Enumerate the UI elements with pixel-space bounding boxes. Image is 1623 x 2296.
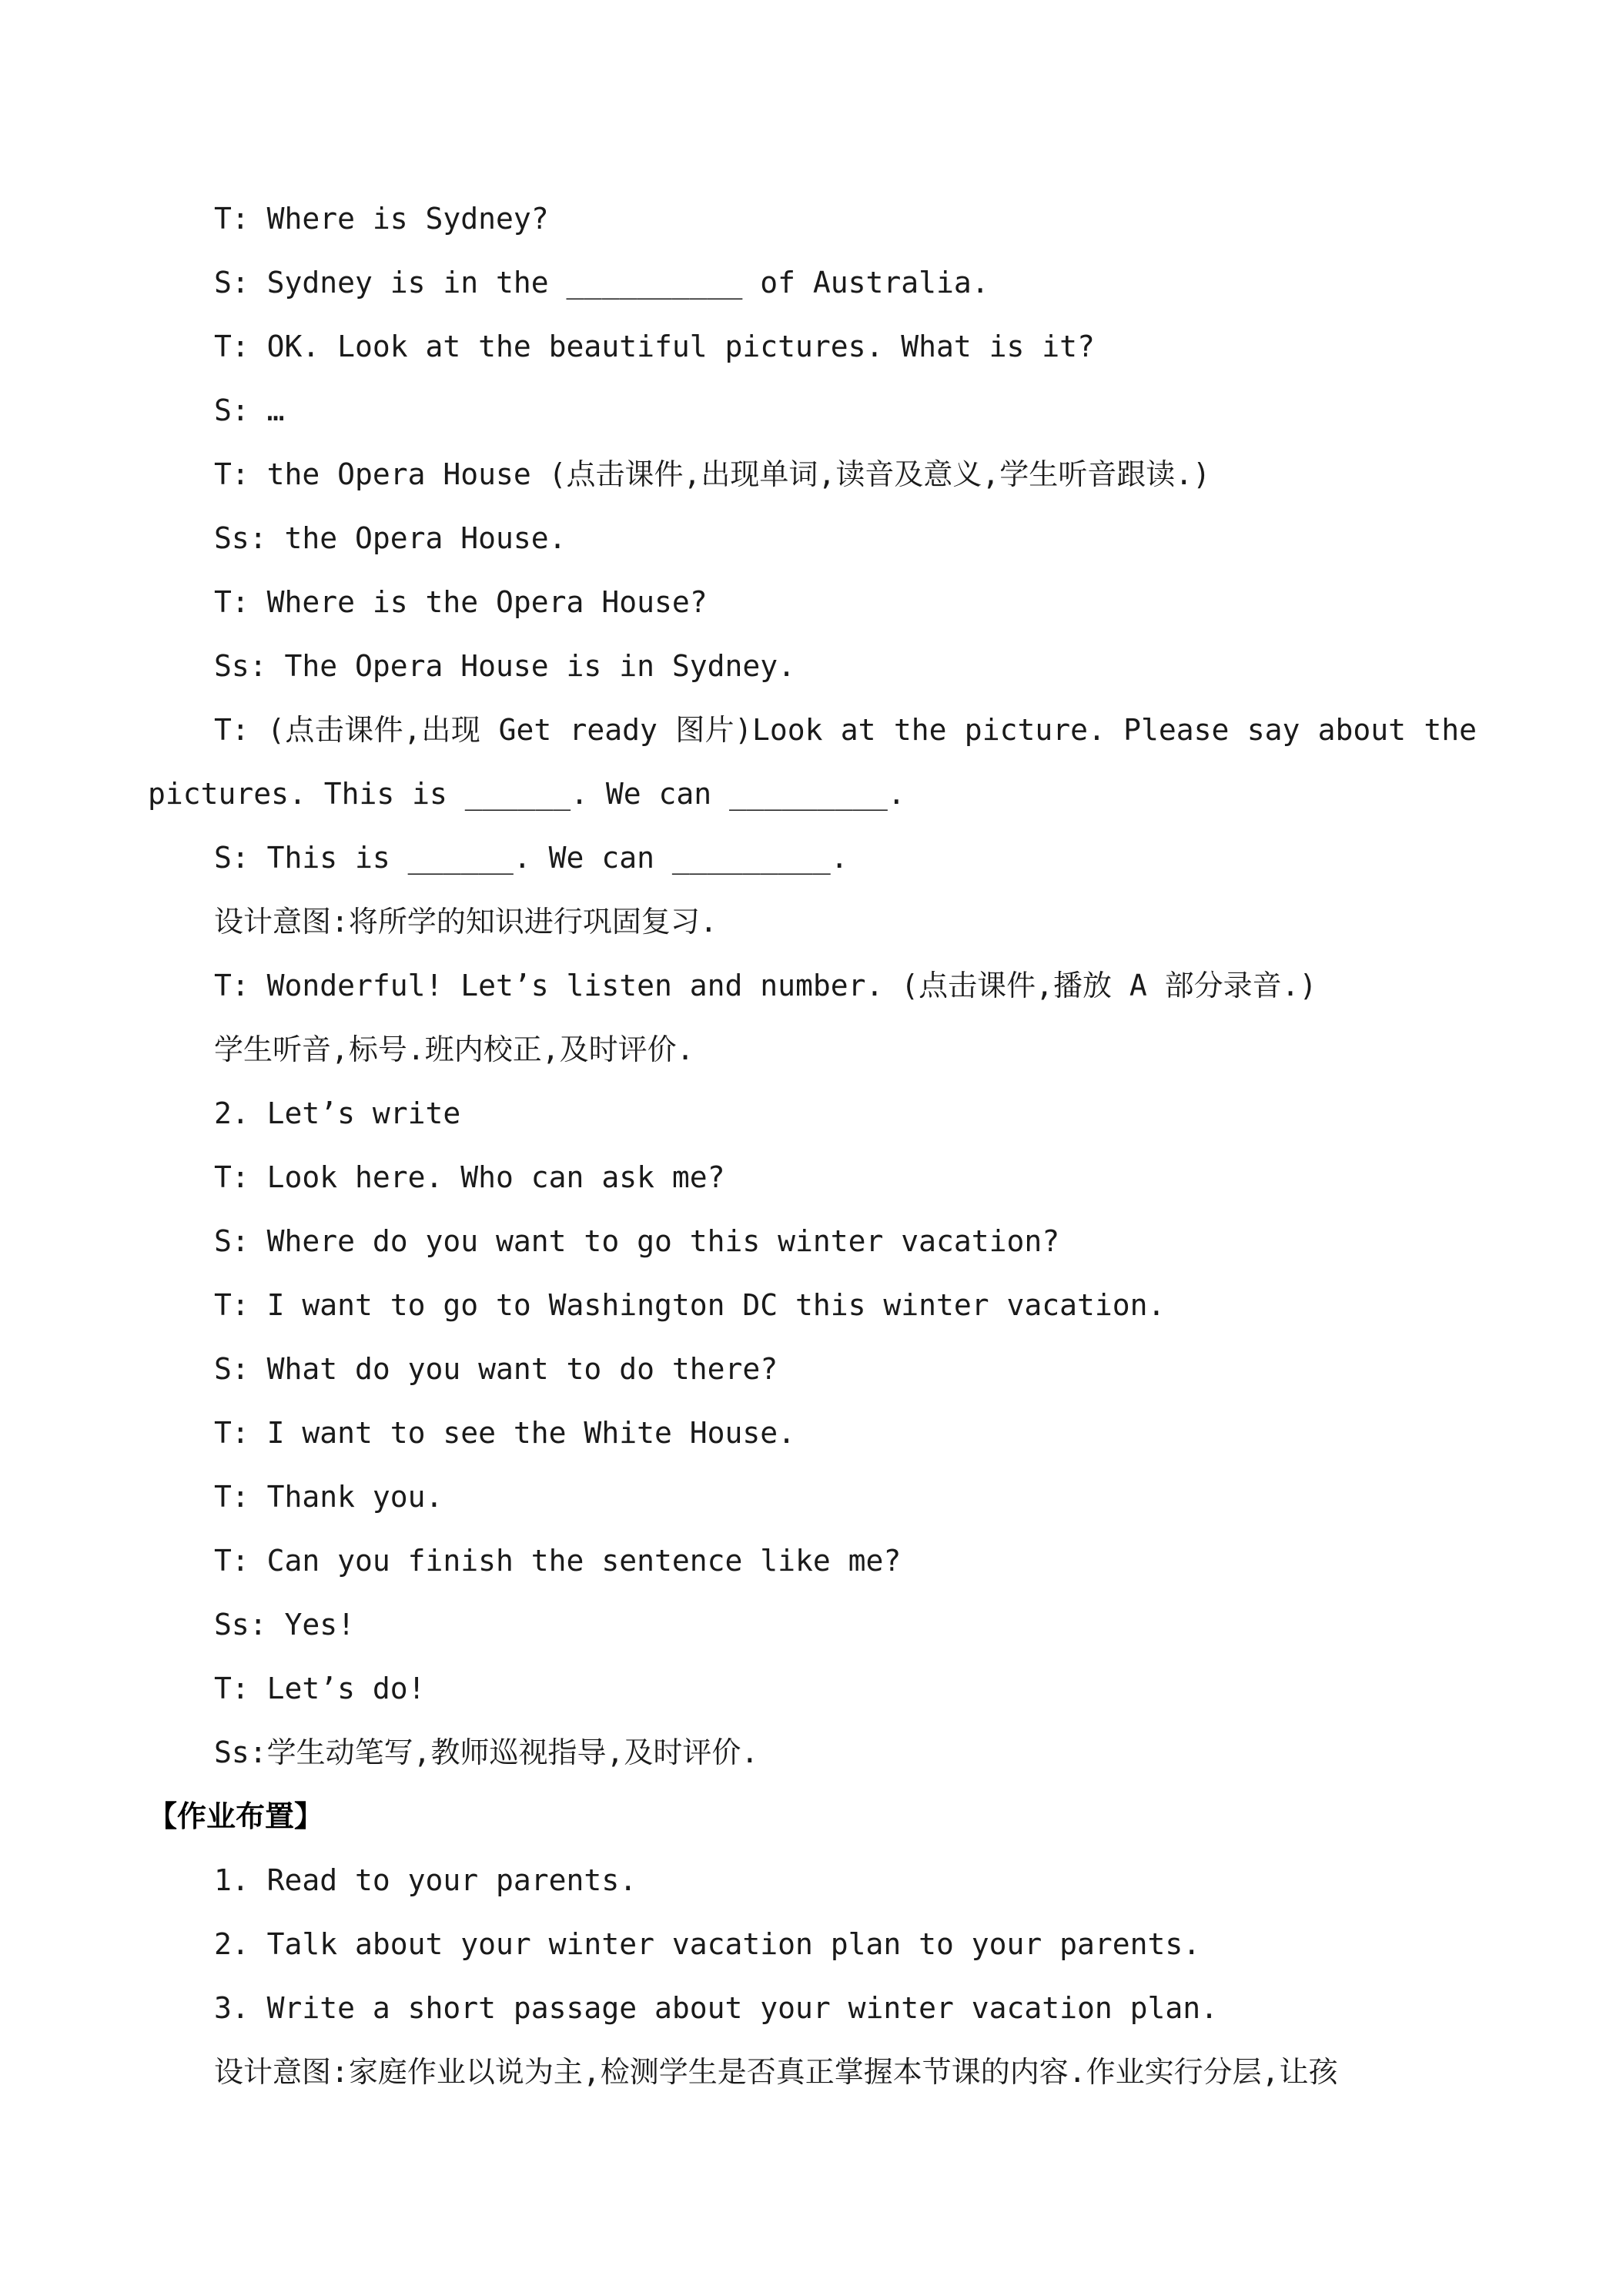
dialogue-line: T: the Opera House (点击课件,出现单词,读音及意义,学生听音跟读.) xyxy=(214,457,1210,491)
dialogue-line: T: Where is Sydney? xyxy=(214,202,549,236)
homework-item: 2. Talk about your winter vacation plan to your parents. xyxy=(214,1927,1201,1961)
homework-item: 1. Read to your parents. xyxy=(214,1863,637,1897)
dialogue-line-continued: pictures. This is ______. We can _________. xyxy=(148,777,905,811)
dialogue-line: Ss: the Opera House. xyxy=(214,521,567,555)
dialogue-line: T: Let’s do! xyxy=(214,1672,426,1705)
dialogue-line: T: Where is the Opera House? xyxy=(214,585,708,619)
homework-item: 3. Write a short passage about your winter vacation plan. xyxy=(214,1991,1219,2025)
dialogue-line: T: Can you finish the sentence like me? xyxy=(214,1544,902,1578)
dialogue-line: Ss: The Opera House is in Sydney. xyxy=(214,649,795,683)
dialogue-line: Ss: Yes! xyxy=(214,1608,356,1642)
dialogue-line: Ss:学生动笔写,教师巡视指导,及时评价. xyxy=(214,1735,759,1769)
design-intent-note: 设计意图:将所学的知识进行巩固复习. xyxy=(214,905,718,939)
dialogue-line: S: Sydney is in the __________ of Australia. xyxy=(214,266,989,300)
dialogue-line: T: I want to go to Washington DC this winter vacation. xyxy=(214,1288,1166,1322)
dialogue-line: T: Thank you. xyxy=(214,1480,443,1514)
dialogue-line: T: (点击课件,出现 Get ready 图片)Look at the picture. Please say about the xyxy=(214,713,1477,747)
dialogue-line: T: OK. Look at the beautiful pictures. What is it? xyxy=(214,330,1095,363)
design-intent-note: 设计意图:家庭作业以说为主,检测学生是否真正掌握本节课的内容.作业实行分层,让孩 xyxy=(214,2055,1338,2089)
instruction-line: 学生听音,标号.班内校正,及时评价. xyxy=(214,1033,694,1066)
dialogue-line: S: What do you want to do there? xyxy=(214,1352,778,1386)
dialogue-line: T: Wonderful! Let’s listen and number. (点击课件,播放 A 部分录音.) xyxy=(214,969,1317,1002)
dialogue-line: S: … xyxy=(214,393,285,427)
dialogue-line: T: Look here. Who can ask me? xyxy=(214,1160,725,1194)
homework-heading: 【作业布置】 xyxy=(148,1799,324,1833)
section-title: 2. Let’s write xyxy=(214,1096,461,1130)
dialogue-line: T: I want to see the White House. xyxy=(214,1416,795,1450)
dialogue-line: S: This is ______. We can _________. xyxy=(214,841,848,875)
dialogue-line: S: Where do you want to go this winter vacation? xyxy=(214,1224,1060,1258)
